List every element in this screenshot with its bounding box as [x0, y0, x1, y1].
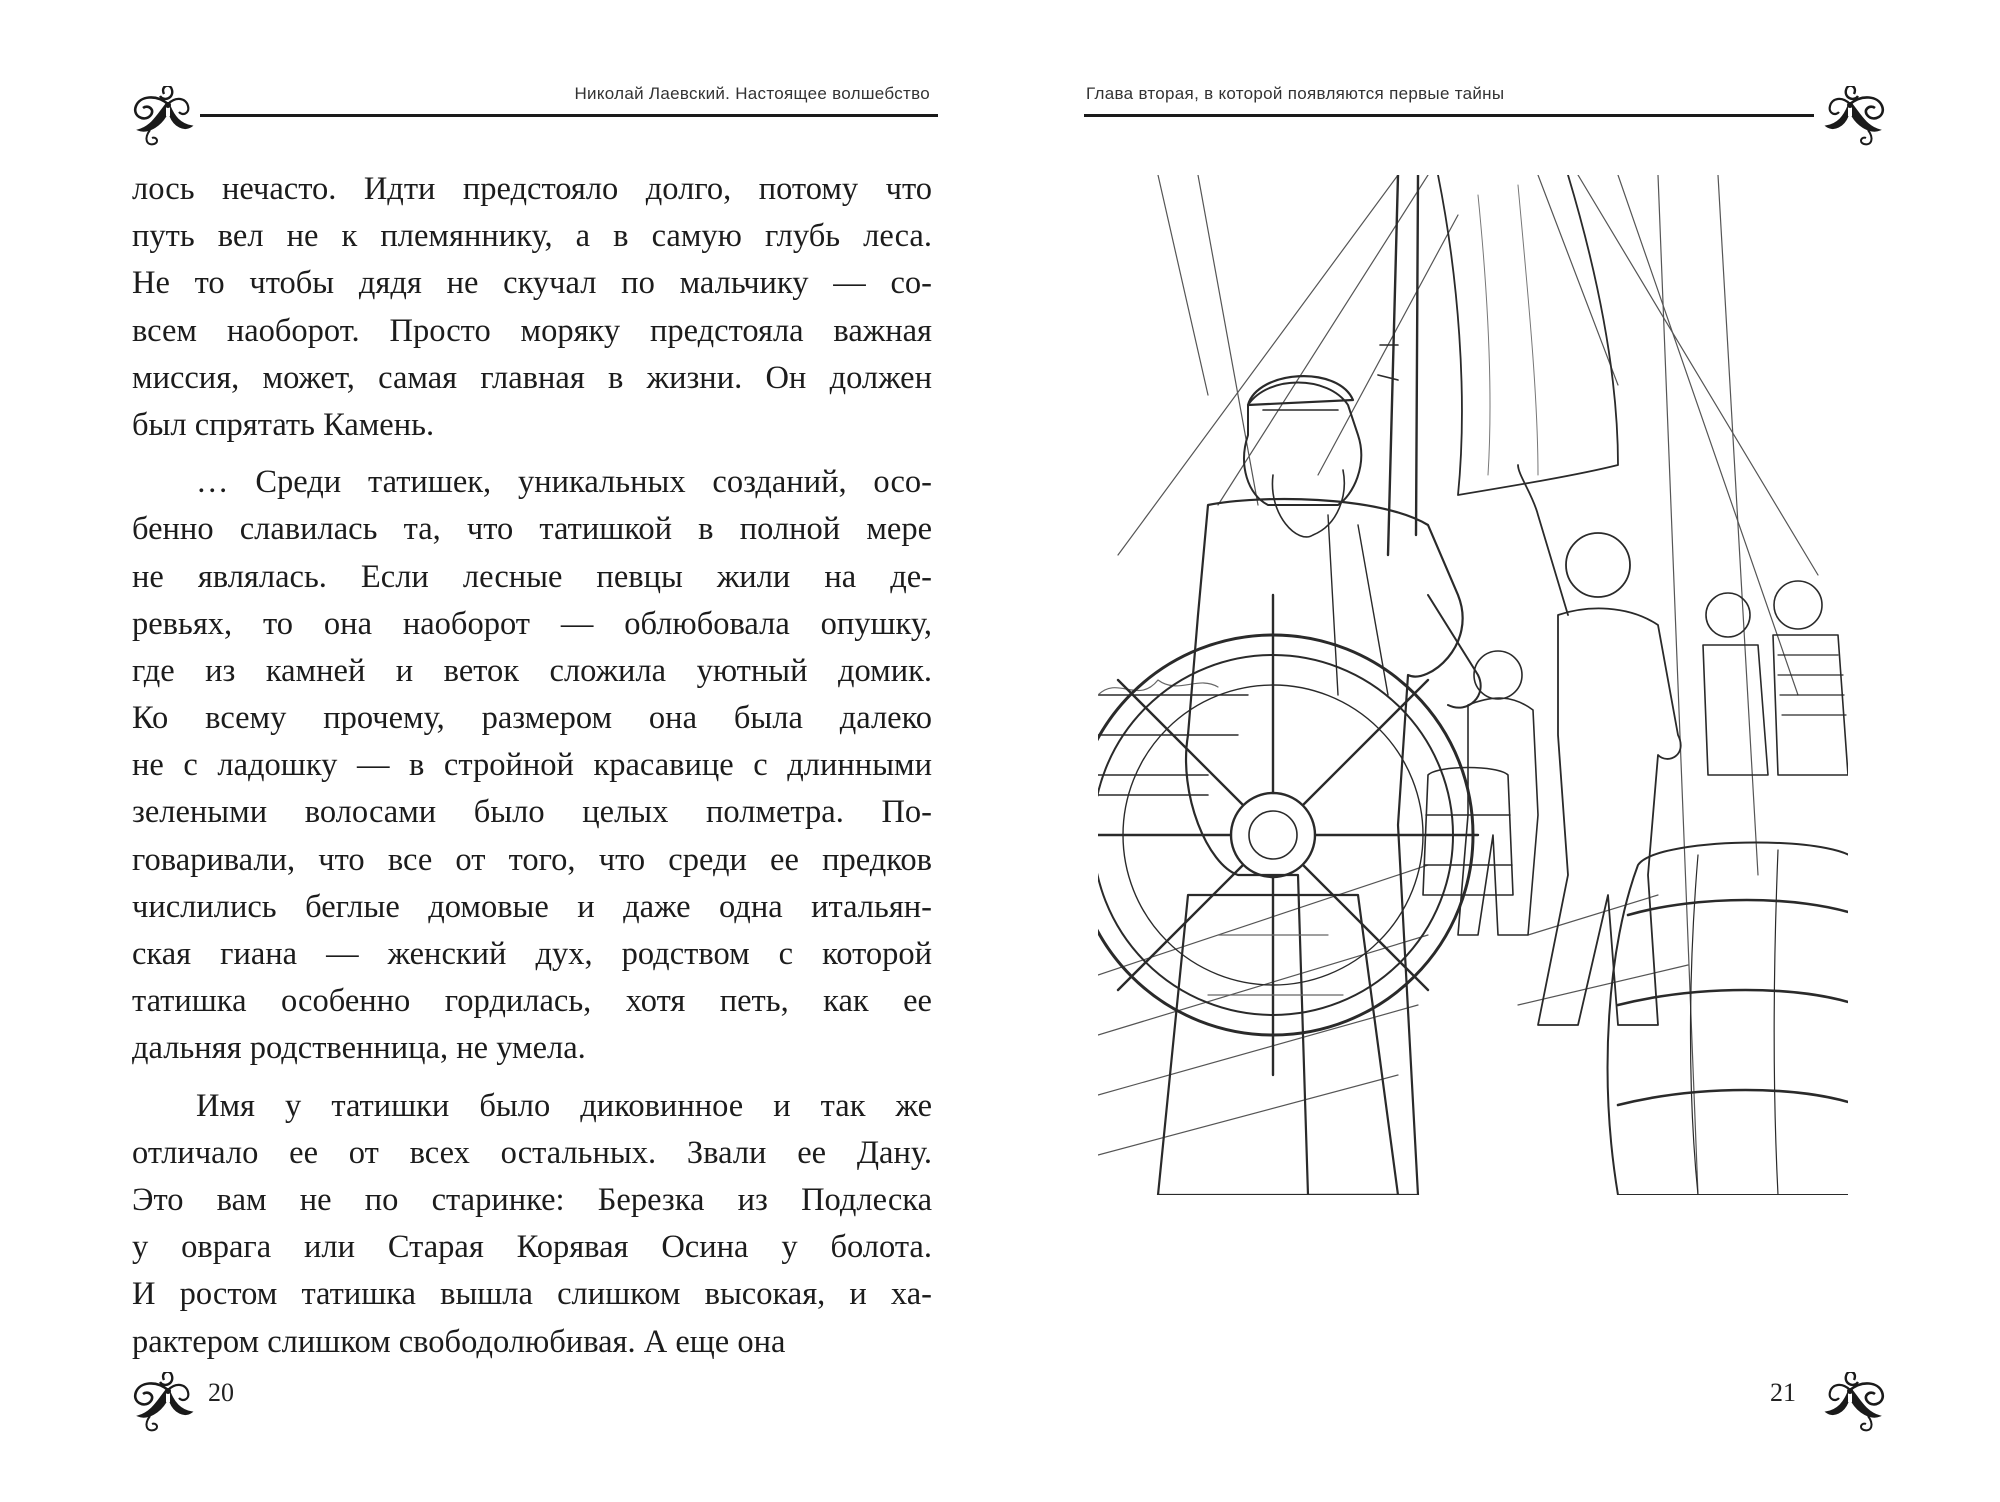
text-line: числились беглые домовые и даже одна итальян-: [132, 888, 932, 925]
text-line: И ростом татишка вышла слишком высокая, и ха-: [132, 1276, 932, 1313]
sailor-waving: [1518, 465, 1681, 1025]
page-number-right: 21: [1770, 1378, 1796, 1407]
text-line: бенно славилась та, что татишкой в полной мере: [132, 511, 932, 548]
text-line: Это вам не по старинке: Березка из Подлеска: [132, 1181, 932, 1218]
text-line: у оврага или Старая Корявая Осина у болота.: [132, 1229, 932, 1266]
captain-body: [1186, 499, 1463, 1195]
header-ornament-right: [1818, 86, 1888, 148]
text-line: путь вел не к племяннику, а в самую глубь леса.: [132, 218, 932, 255]
text-line: рактером слишком свободолюбивая. А еще она: [132, 1323, 786, 1360]
text-line: говаривали, что все от того, что среди ее предков: [132, 841, 932, 878]
text-line: ревьях, то она наоборот — облюбовала опушку,: [132, 605, 932, 642]
paragraph-gap: [132, 1073, 932, 1083]
text-line: Не то чтобы дядя не скучал по мальчику — со-: [132, 265, 932, 302]
page-number-left: 20: [208, 1378, 234, 1407]
header-rule-right: [1084, 114, 1814, 117]
text-line: татишка особенно гордилась, хотя петь, как ее: [132, 983, 932, 1020]
text-line: не являлась. Если лесные певцы жили на де-: [132, 558, 932, 595]
text-line: не с ладошку — в стройной красавице с длинными: [132, 747, 932, 784]
paragraph-gap: [132, 449, 932, 459]
text-line: Ко всему прочему, размером она была далеко: [132, 700, 932, 737]
right-page-header: Глава вторая, в которой появляются первые тайны: [1086, 84, 1505, 103]
footer-ornament-right: [1818, 1372, 1888, 1434]
text-line: был спрятать Камень.: [132, 406, 435, 443]
ship-wheel: [1098, 595, 1478, 1075]
text-line: лось нечасто. Идти предстояло долго, потому что: [132, 171, 932, 207]
header-ornament-left: [130, 86, 200, 148]
footer-ornament-left: [130, 1372, 200, 1434]
header-rule-left: [200, 114, 938, 117]
text-line: ская гиана — женский дух, родством с которой: [132, 936, 932, 972]
text-line: где из камней и веток сложила уютный домик.: [132, 652, 932, 689]
text-line: Имя у татишки было диковинное и так же: [196, 1087, 932, 1124]
text-line: дальняя родственница, не умела.: [132, 1030, 586, 1067]
ship-helm-sailors-illustration: [1098, 175, 1848, 1195]
sailors-far-right: [1703, 581, 1848, 775]
left-page-header: Николай Лаевский. Настоящее волшебство: [574, 84, 930, 103]
text-line: зелеными волосами было целых полметра. По-: [132, 794, 932, 831]
text-line: … Среди татишек, уникальных созданий, осо-: [196, 464, 932, 501]
wheel-pedestal: [1158, 895, 1398, 1195]
text-line: отличало ее от всех остальных. Звали ее Дану.: [132, 1134, 932, 1171]
left-page-text: [132, 166, 932, 1366]
barrel-right: [1608, 843, 1848, 1196]
mast: [1388, 175, 1418, 555]
text-line: всем наоборот. Просто моряку предстояла важная: [132, 312, 932, 349]
sail: [1438, 175, 1618, 495]
rigging-lines: [1118, 175, 1818, 1195]
text-line: миссия, может, самая главная в жизни. Он должен: [132, 359, 932, 396]
